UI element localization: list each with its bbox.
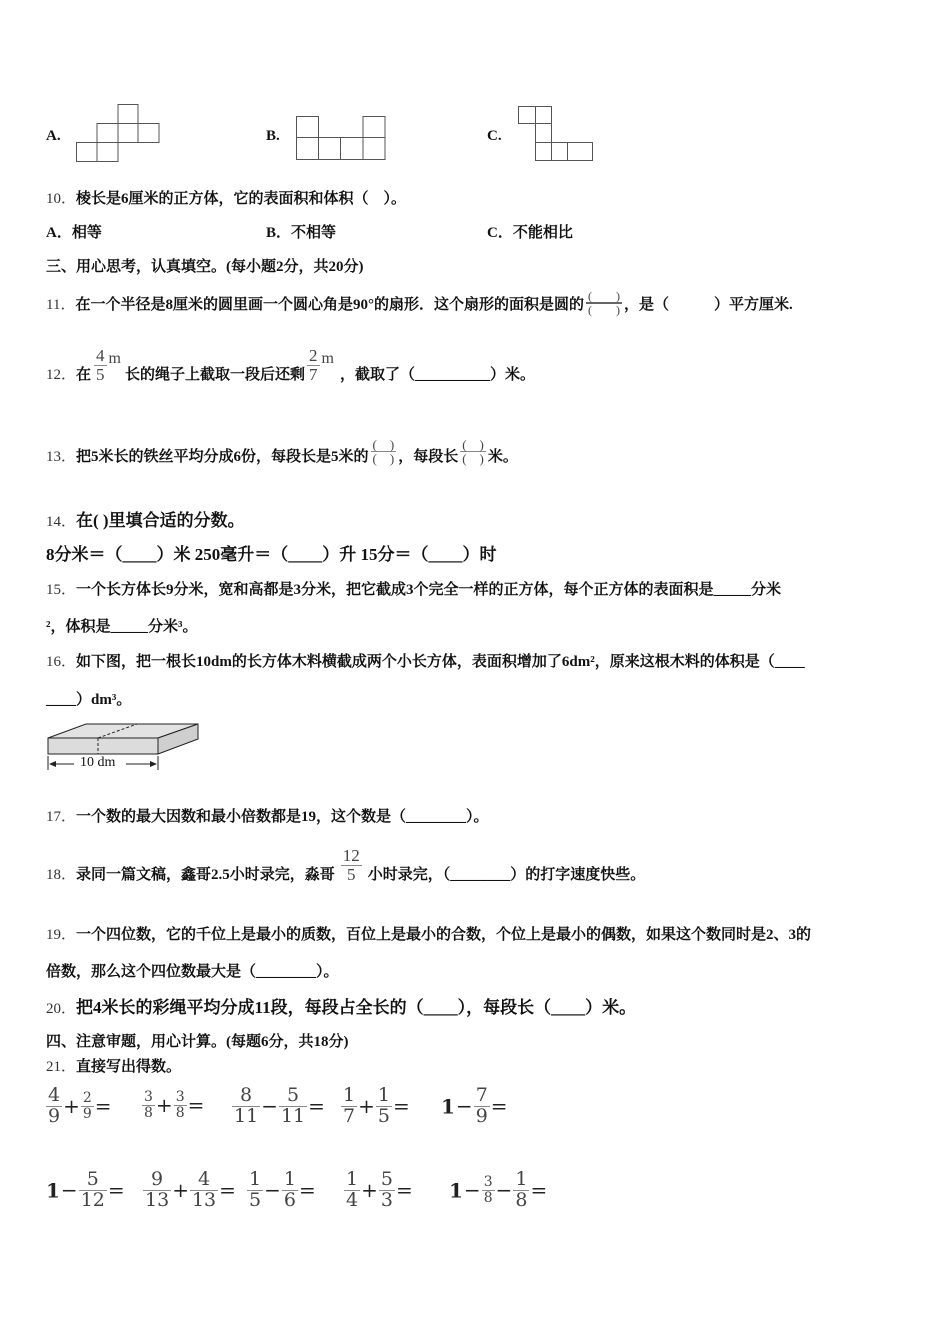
question-13 (46, 422, 518, 466)
question-15 (46, 578, 781, 599)
dimension-label: 10 dm (80, 755, 116, 770)
q10-option-b[interactable] (266, 221, 336, 242)
calc-2-5: 1− $\frac{3}{8}$ − $\frac{1}{8}$ = (449, 1168, 548, 1211)
unit-m: m (108, 350, 121, 367)
question-number: 10． (46, 191, 77, 207)
question-21 (46, 1055, 181, 1076)
question-number: 21． (46, 1059, 77, 1075)
cube-net-a-diagram (76, 104, 162, 162)
calc-2-2: $\frac{9}{13}$ + $\frac{4}{13}$ = (145, 1168, 236, 1211)
question-19 (46, 923, 811, 944)
cube-net-a (76, 104, 162, 167)
calc-1-1: $\frac{4}{9}$ + $\frac{2}{9}$ = (48, 1084, 112, 1127)
question-number: 15． (46, 582, 77, 598)
question-number: 14． (46, 514, 77, 530)
question-19-line2: 倍数，那么这个四位数最大是（________）。 (46, 964, 339, 980)
option-letter: B． (266, 225, 292, 241)
option-a-label: A. (46, 128, 61, 144)
cuboid-diagram (46, 720, 206, 760)
calc-1-3: $\frac{8}{11}$ − $\frac{5}{11}$ = (234, 1084, 325, 1127)
blank-numerator[interactable]: ( ) (587, 288, 620, 303)
unit-m: m (321, 350, 334, 367)
question-text: 米。 (487, 449, 518, 465)
fraction-4-5: $\frac{4}{5}$ (96, 346, 105, 385)
calc-1-5: 1− $\frac{7}{9}$ = (441, 1084, 508, 1127)
option-text: 相等 (71, 225, 102, 241)
question-text: 直接写出得数。 (76, 1059, 182, 1075)
calc-2-3: $\frac{1}{5}$ − $\frac{1}{6}$ = (249, 1168, 316, 1211)
cube-net-c (518, 106, 596, 167)
blank-denominator[interactable]: ( ) (462, 451, 484, 467)
question-14 (46, 506, 245, 531)
question-number: 12． (46, 367, 77, 383)
question-text: 小时录完，（________）的打字速度快些。 (367, 867, 646, 883)
option-b-label: B. (266, 128, 280, 144)
question-number: 18． (46, 867, 77, 883)
question-text: 把5米长的铁丝平均分成6份，每段长是5米的 (76, 449, 369, 465)
blank-denominator[interactable]: ( ) (372, 451, 395, 467)
blank-fraction-2[interactable] (460, 438, 486, 466)
question-number: 17． (46, 809, 77, 825)
question-11 (46, 274, 793, 318)
question-10 (46, 187, 406, 208)
question-number: 20． (46, 1001, 77, 1017)
question-16-line2: ____）dm³。 (46, 692, 132, 708)
calc-2-4: $\frac{1}{4}$ + $\frac{5}{3}$ = (346, 1168, 413, 1211)
question-text: 一个长方体长9分米，宽和高都是3分米，把它截成3个完全一样的正方体，每个正方体的表面积是_____分米 (76, 582, 782, 598)
blank-fraction[interactable] (586, 290, 622, 317)
question-text: ，截取了（__________）米。 (339, 367, 535, 383)
section-4-title: 四、注意审题，用心计算。(每题6分，共18分) (46, 1034, 349, 1050)
q10-option-c[interactable] (487, 221, 573, 242)
question-text: 棱长是6厘米的正方体，它的表面积和体积（ ）。 (76, 191, 407, 207)
question-number: 13． (46, 449, 77, 465)
option-letter: C． (487, 225, 513, 241)
blank-fraction-1[interactable] (371, 438, 397, 466)
fraction-12-5: $\frac{12}{5}$ (342, 846, 360, 885)
option-c-label: C. (487, 128, 502, 144)
option-text: 不能相比 (512, 225, 573, 241)
calc-2-1: 1− $\frac{5}{12}$ = (46, 1168, 125, 1211)
question-text: 在( )里填合适的分数。 (76, 511, 245, 530)
question-17 (46, 805, 489, 826)
wooden-block-figure (46, 720, 206, 775)
question-text: 一个四位数，它的千位上是最小的质数，百位上是最小的合数，个位上是最小的偶数，如果这个数同时是2、3的 (76, 927, 812, 943)
question-text: 如下图，把一根长10dm的长方体木料横截成两个小长方体，表面积增加了6dm²，原来这根木料的体积是（____ (76, 654, 805, 670)
dimension-arrow (46, 756, 206, 772)
question-text: 一个数的最大因数和最小倍数都是19，这个数是（________）。 (76, 809, 489, 825)
section-3-title: 三、用心思考，认真填空。(每小题2分，共20分) (46, 259, 364, 275)
question-text: 长的绳子上截取一段后还剩 (124, 367, 305, 383)
calc-1-2: $\frac{3}{8}$ + $\frac{3}{8}$ = (144, 1089, 205, 1121)
blank-numerator[interactable]: ( ) (462, 436, 484, 452)
question-text: 录同一篇文稿，鑫哥2.5小时录完，淼哥 (76, 867, 335, 883)
question-18 (46, 838, 645, 884)
question-text: 在一个半径是8厘米的圆里画一个圆心角是90°的扇形．这个扇形的面积是圆的 (75, 297, 584, 313)
question-14-conversions: 8分米＝（____）米 250毫升＝（____）升 15分＝（____）时 (46, 545, 497, 564)
fraction-2-7: $\frac{2}{7}$ (309, 346, 318, 385)
question-text: ，是（ ）平方厘米. (623, 297, 793, 313)
question-20 (46, 993, 636, 1018)
blank-denominator[interactable]: ( ) (587, 303, 620, 318)
question-16 (46, 650, 805, 671)
cube-net-b (296, 116, 388, 167)
option-text: 不相等 (291, 225, 337, 241)
question-text: 把4米长的彩绳平均分成11段，每段占全长的（____），每段长（____）米。 (76, 998, 637, 1017)
question-15-line2: ²，体积是_____分米³。 (46, 619, 198, 635)
question-text: 在 (76, 367, 92, 383)
option-letter: A． (46, 225, 72, 241)
question-number: 16． (46, 654, 77, 670)
question-text: ，每段长 (398, 449, 459, 465)
q10-option-a[interactable] (46, 221, 102, 242)
blank-numerator[interactable]: ( ) (372, 436, 395, 452)
cube-net-b-diagram (296, 116, 388, 162)
cube-net-c-diagram (518, 106, 596, 162)
question-number: 19． (46, 927, 77, 943)
calc-1-4: $\frac{1}{7}$ + $\frac{1}{5}$ = (343, 1084, 410, 1127)
question-12 (46, 338, 535, 384)
question-number: 11． (46, 297, 76, 313)
